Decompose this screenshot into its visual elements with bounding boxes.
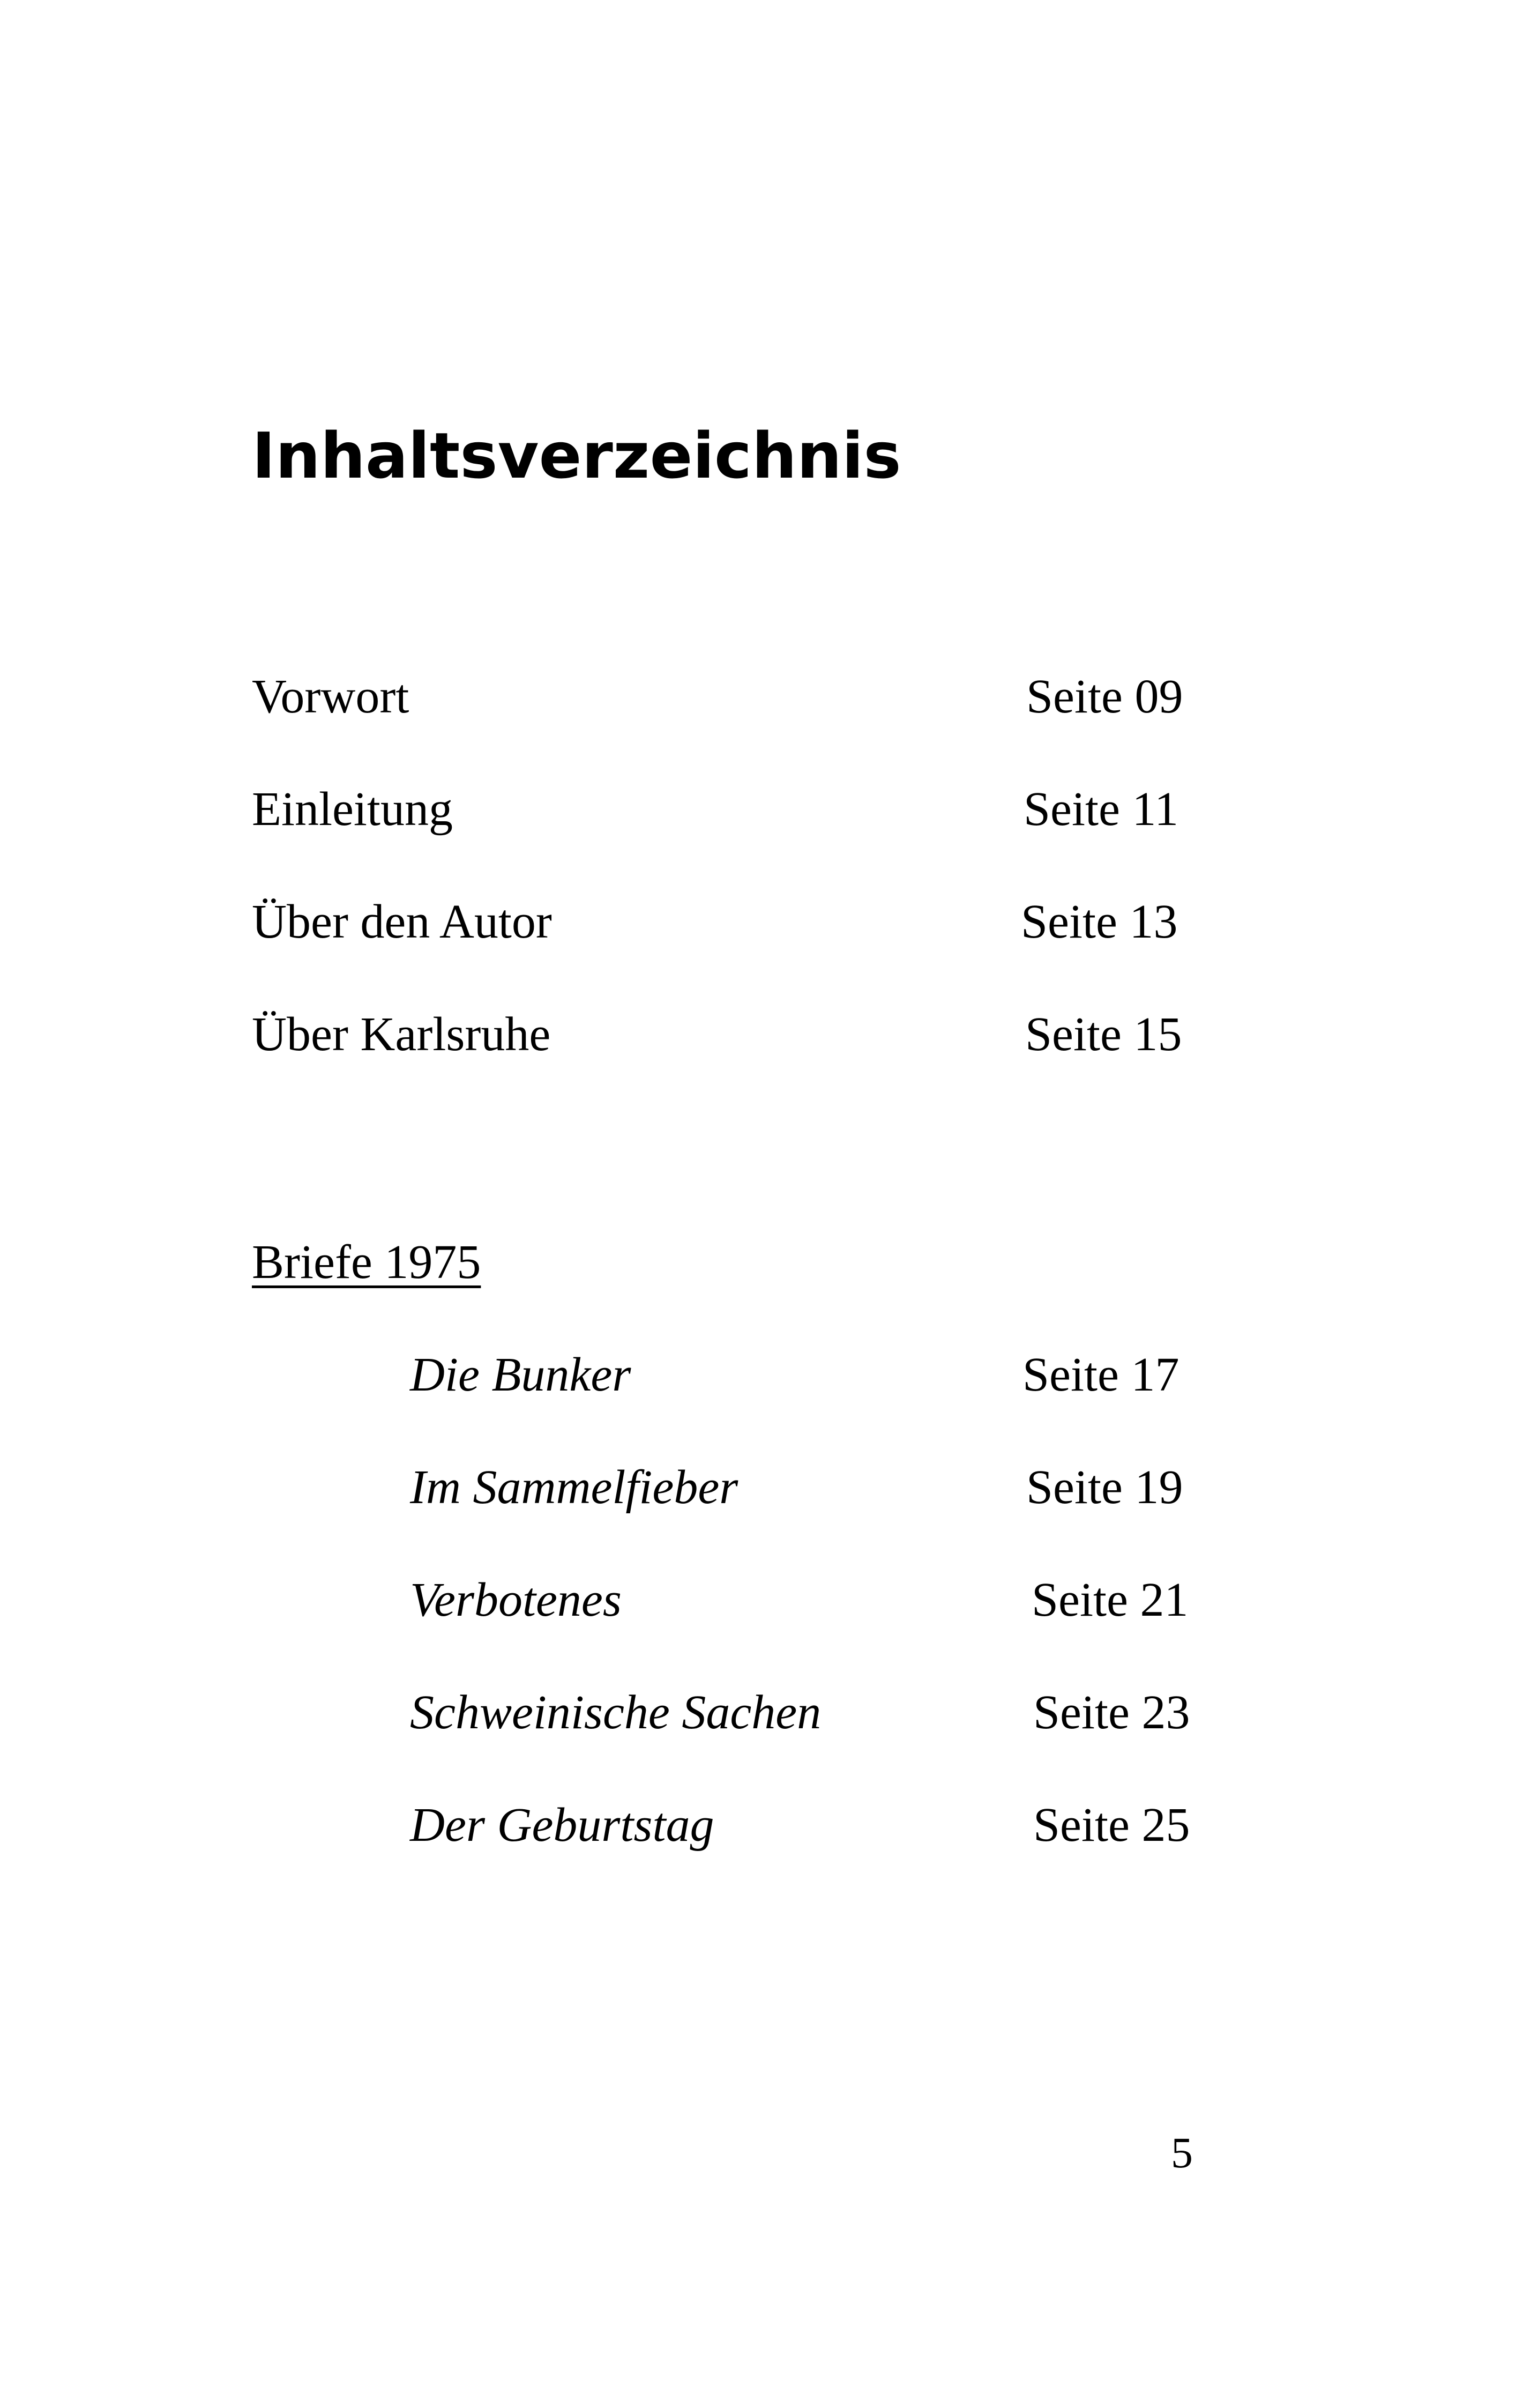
toc-subentry-page: Seite 25: [1033, 1798, 1190, 1852]
toc-subentry-label: Schweinische Sachen: [410, 1686, 822, 1739]
toc-subentry-label: Der Geburtstag: [410, 1798, 714, 1852]
toc-subentry-page: Seite 21: [1032, 1573, 1189, 1626]
toc-entry-page-vorwort: Seite 09: [1026, 670, 1183, 723]
toc-subentry-label: Die Bunker: [410, 1348, 631, 1401]
toc-entry-label-ueber-den-autor: Über den Autor: [252, 895, 552, 948]
toc-entry-page-einleitung: Seite 11: [1024, 783, 1179, 836]
toc-subentry-page: Seite 17: [1022, 1348, 1179, 1401]
toc-subentry-label: Im Sammelfieber: [410, 1461, 738, 1514]
toc-entry-label-einleitung: Einleitung: [252, 783, 453, 836]
toc-subentry-page: Seite 19: [1026, 1461, 1183, 1514]
toc-section-heading: Briefe 1975: [252, 1236, 481, 1289]
page-number: 5: [1171, 2128, 1193, 2177]
toc-entry-label-ueber-karlsruhe: Über Karlsruhe: [252, 1008, 551, 1061]
toc-subentry-label: Verbotenes: [410, 1573, 622, 1626]
toc-subentry-page: Seite 23: [1033, 1686, 1190, 1739]
page-title: Inhaltsverzeichnis: [252, 419, 901, 493]
toc-entry-page-ueber-den-autor: Seite 13: [1021, 895, 1178, 948]
toc-entry-page-ueber-karlsruhe: Seite 15: [1025, 1008, 1182, 1061]
toc-entry-label-vorwort: Vorwort: [252, 670, 409, 723]
